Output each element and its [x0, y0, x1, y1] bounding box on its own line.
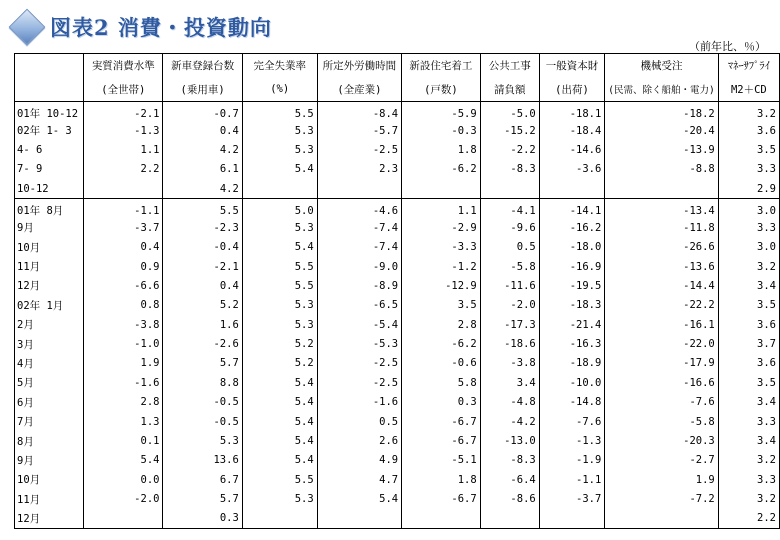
data-cell: 2.8: [84, 393, 163, 412]
data-cell: -6.7: [402, 490, 481, 509]
data-cell: -9.0: [317, 257, 401, 276]
data-cell: 2.6: [317, 431, 401, 450]
column-header: 機械受注: [605, 54, 718, 78]
data-cell: -1.3: [84, 121, 163, 140]
data-cell: 5.3: [242, 296, 317, 315]
data-cell: -8.9: [317, 276, 401, 295]
table-row: [15, 470, 780, 489]
data-cell: 3.4: [718, 393, 779, 412]
column-header: 新設住宅着工: [402, 54, 481, 78]
table-row: [15, 509, 780, 528]
data-cell: -2.5: [317, 373, 401, 392]
data-cell: [539, 179, 605, 198]
data-cell: -18.3: [539, 296, 605, 315]
data-cell: 3.3: [718, 160, 779, 179]
data-cell: -8.4: [317, 102, 401, 122]
data-cell: 5.4: [84, 451, 163, 470]
data-cell: 3.4: [480, 373, 539, 392]
data-cell: 0.8: [84, 296, 163, 315]
data-cell: 13.6: [163, 451, 242, 470]
data-cell: [402, 509, 481, 528]
data-cell: -18.6: [480, 334, 539, 353]
data-cell: -9.6: [480, 218, 539, 237]
data-cell: 5.8: [402, 373, 481, 392]
data-cell: 5.4: [242, 393, 317, 412]
data-cell: 0.5: [480, 237, 539, 256]
data-cell: -2.6: [163, 334, 242, 353]
data-cell: 5.4: [317, 490, 401, 509]
column-subheader: 請負額: [480, 78, 539, 102]
column-header: 実質消費水準: [84, 54, 163, 78]
data-cell: 3.2: [718, 102, 779, 122]
data-cell: [317, 179, 401, 198]
data-cell: 3.5: [402, 296, 481, 315]
data-cell: -6.7: [402, 431, 481, 450]
data-cell: [480, 509, 539, 528]
data-cell: 5.5: [242, 102, 317, 122]
column-subheader: (乗用車): [163, 78, 242, 102]
data-cell: -14.8: [539, 393, 605, 412]
table-row: [15, 218, 780, 237]
column-header: 完全失業率: [242, 54, 317, 78]
data-cell: -2.5: [317, 140, 401, 159]
data-cell: -8.3: [480, 160, 539, 179]
data-cell: -6.2: [402, 160, 481, 179]
data-cell: -3.6: [539, 160, 605, 179]
data-cell: 5.3: [242, 315, 317, 334]
data-cell: 3.6: [718, 354, 779, 373]
data-cell: [605, 179, 718, 198]
data-cell: 1.9: [605, 470, 718, 489]
data-cell: 3.3: [718, 218, 779, 237]
data-cell: 2.3: [317, 160, 401, 179]
data-cell: -2.3: [163, 218, 242, 237]
row-label: 9月: [15, 451, 84, 470]
data-cell: [242, 509, 317, 528]
data-cell: 5.3: [163, 431, 242, 450]
data-cell: -6.4: [480, 470, 539, 489]
data-cell: -2.2: [480, 140, 539, 159]
row-label: 2月: [15, 315, 84, 334]
data-cell: -15.2: [480, 121, 539, 140]
row-label: 11月: [15, 257, 84, 276]
data-cell: 5.4: [242, 237, 317, 256]
data-cell: -16.1: [605, 315, 718, 334]
row-label: 6月: [15, 393, 84, 412]
data-cell: -16.6: [605, 373, 718, 392]
data-cell: -16.3: [539, 334, 605, 353]
data-cell: [317, 509, 401, 528]
data-cell: [242, 179, 317, 198]
column-subheader: (民需、除く船舶・電力): [605, 78, 718, 102]
data-cell: -5.8: [605, 412, 718, 431]
data-cell: 5.5: [163, 199, 242, 219]
data-cell: -4.1: [480, 199, 539, 219]
data-cell: -14.6: [539, 140, 605, 159]
data-cell: -2.5: [317, 354, 401, 373]
table-row: [15, 102, 780, 122]
data-cell: -20.4: [605, 121, 718, 140]
data-cell: 5.2: [163, 296, 242, 315]
data-cell: -2.0: [480, 296, 539, 315]
data-cell: -12.9: [402, 276, 481, 295]
data-cell: -18.9: [539, 354, 605, 373]
data-cell: 5.3: [242, 490, 317, 509]
column-header: 新車登録台数: [163, 54, 242, 78]
data-cell: 2.2: [718, 509, 779, 528]
data-cell: 0.9: [84, 257, 163, 276]
column-subheader: M2＋CD: [718, 78, 779, 102]
data-cell: -6.6: [84, 276, 163, 295]
data-cell: 3.4: [718, 431, 779, 450]
data-cell: -0.7: [163, 102, 242, 122]
data-cell: 3.5: [718, 296, 779, 315]
data-cell: -18.1: [539, 102, 605, 122]
row-label: 01年 10-12: [15, 102, 84, 122]
data-cell: -2.9: [402, 218, 481, 237]
data-cell: 1.8: [402, 140, 481, 159]
data-cell: 5.7: [163, 354, 242, 373]
row-label: 9月: [15, 218, 84, 237]
column-subheader: (%): [242, 78, 317, 102]
data-cell: 5.7: [163, 490, 242, 509]
row-label: 10月: [15, 237, 84, 256]
column-subheader: (戸数): [402, 78, 481, 102]
data-cell: -4.8: [480, 393, 539, 412]
data-cell: -11.8: [605, 218, 718, 237]
data-cell: 6.1: [163, 160, 242, 179]
data-cell: -6.2: [402, 334, 481, 353]
data-cell: -7.6: [605, 393, 718, 412]
data-cell: -5.4: [317, 315, 401, 334]
data-cell: -0.3: [402, 121, 481, 140]
page-title: 図表2 消費・投資動向: [50, 15, 272, 40]
data-cell: 1.3: [84, 412, 163, 431]
table-row: [15, 140, 780, 159]
data-cell: -5.9: [402, 102, 481, 122]
column-header: ﾏﾈｰｻﾌﾟﾗｲ: [718, 54, 779, 78]
data-cell: -3.7: [84, 218, 163, 237]
data-cell: 1.8: [402, 470, 481, 489]
row-label: 12月: [15, 509, 84, 528]
table-row: [15, 373, 780, 392]
data-cell: -17.3: [480, 315, 539, 334]
row-label: 7月: [15, 412, 84, 431]
table-row: [15, 179, 780, 198]
data-cell: -1.9: [539, 451, 605, 470]
row-label: 4月: [15, 354, 84, 373]
row-label: 7- 9: [15, 160, 84, 179]
table-row: [15, 276, 780, 295]
table-row: [15, 412, 780, 431]
row-label: 8月: [15, 431, 84, 450]
header-corner: [15, 78, 84, 102]
data-cell: 0.4: [163, 276, 242, 295]
table-row: [15, 199, 780, 219]
data-cell: 3.4: [718, 276, 779, 295]
data-cell: 8.8: [163, 373, 242, 392]
data-cell: 5.2: [242, 354, 317, 373]
data-cell: 6.7: [163, 470, 242, 489]
data-cell: -13.0: [480, 431, 539, 450]
data-cell: -13.4: [605, 199, 718, 219]
row-label: 02年 1月: [15, 296, 84, 315]
data-cell: -7.2: [605, 490, 718, 509]
data-cell: 5.4: [242, 373, 317, 392]
unit-note: （前年比、％）: [689, 40, 766, 53]
data-cell: 5.0: [242, 199, 317, 219]
data-cell: 2.9: [718, 179, 779, 198]
data-cell: -5.0: [480, 102, 539, 122]
data-cell: -2.1: [84, 102, 163, 122]
data-cell: -22.0: [605, 334, 718, 353]
data-cell: -2.7: [605, 451, 718, 470]
column-subheader: (全世帯): [84, 78, 163, 102]
data-cell: -6.5: [317, 296, 401, 315]
data-cell: 4.7: [317, 470, 401, 489]
data-cell: 2.2: [84, 160, 163, 179]
data-cell: 3.2: [718, 257, 779, 276]
data-cell: -17.9: [605, 354, 718, 373]
data-cell: 3.2: [718, 451, 779, 470]
data-cell: -0.5: [163, 393, 242, 412]
data-cell: -5.7: [317, 121, 401, 140]
data-cell: 5.3: [242, 121, 317, 140]
data-cell: 5.4: [242, 160, 317, 179]
data-cell: -14.1: [539, 199, 605, 219]
row-label: 12月: [15, 276, 84, 295]
data-cell: 5.4: [242, 431, 317, 450]
table-row: [15, 257, 780, 276]
row-label: 11月: [15, 490, 84, 509]
data-cell: -8.8: [605, 160, 718, 179]
data-cell: -13.6: [605, 257, 718, 276]
data-cell: -5.8: [480, 257, 539, 276]
data-cell: -3.8: [84, 315, 163, 334]
table-row: [15, 237, 780, 256]
table-row: [15, 160, 780, 179]
row-label: 10-12: [15, 179, 84, 198]
data-cell: -16.2: [539, 218, 605, 237]
data-cell: [539, 509, 605, 528]
data-cell: -1.0: [84, 334, 163, 353]
data-cell: -4.6: [317, 199, 401, 219]
data-cell: -8.6: [480, 490, 539, 509]
data-cell: 3.7: [718, 334, 779, 353]
data-cell: -7.4: [317, 218, 401, 237]
data-cell: -18.0: [539, 237, 605, 256]
data-cell: -7.4: [317, 237, 401, 256]
column-header: 公共工事: [480, 54, 539, 78]
data-cell: 3.6: [718, 121, 779, 140]
table-row: [15, 296, 780, 315]
data-cell: -5.3: [317, 334, 401, 353]
data-cell: [84, 509, 163, 528]
data-cell: 3.5: [718, 140, 779, 159]
data-cell: -8.3: [480, 451, 539, 470]
data-cell: -18.4: [539, 121, 605, 140]
row-label: 01年 8月: [15, 199, 84, 219]
data-cell: -2.1: [163, 257, 242, 276]
table-row: [15, 334, 780, 353]
column-subheader: (出荷): [539, 78, 605, 102]
data-cell: -10.0: [539, 373, 605, 392]
data-cell: 0.4: [84, 237, 163, 256]
column-subheader: (全産業): [317, 78, 401, 102]
data-cell: -7.6: [539, 412, 605, 431]
table-row: [15, 451, 780, 470]
data-cell: 1.1: [402, 199, 481, 219]
data-cell: 3.6: [718, 315, 779, 334]
data-cell: 0.1: [84, 431, 163, 450]
data-cell: -0.5: [163, 412, 242, 431]
indicator-table: [14, 53, 780, 529]
data-cell: -3.3: [402, 237, 481, 256]
table-row: [15, 354, 780, 373]
data-cell: 5.5: [242, 257, 317, 276]
data-cell: [402, 179, 481, 198]
data-cell: -0.4: [163, 237, 242, 256]
row-label: 10月: [15, 470, 84, 489]
data-cell: -19.5: [539, 276, 605, 295]
data-cell: 0.3: [163, 509, 242, 528]
data-cell: -0.6: [402, 354, 481, 373]
column-header: 所定外労働時間: [317, 54, 401, 78]
data-cell: -3.8: [480, 354, 539, 373]
data-cell: -2.0: [84, 490, 163, 509]
data-cell: -1.1: [539, 470, 605, 489]
data-cell: [84, 179, 163, 198]
data-cell: -18.2: [605, 102, 718, 122]
table-row: [15, 431, 780, 450]
data-cell: -21.4: [539, 315, 605, 334]
data-cell: 1.1: [84, 140, 163, 159]
table-row: [15, 393, 780, 412]
data-cell: -6.7: [402, 412, 481, 431]
data-cell: -14.4: [605, 276, 718, 295]
data-cell: -13.9: [605, 140, 718, 159]
header-corner: [15, 54, 84, 78]
data-cell: -1.1: [84, 199, 163, 219]
row-label: 4- 6: [15, 140, 84, 159]
title-block: [14, 10, 272, 44]
data-cell: 3.5: [718, 373, 779, 392]
data-cell: 0.5: [317, 412, 401, 431]
column-header: 一般資本財: [539, 54, 605, 78]
data-cell: 3.0: [718, 237, 779, 256]
data-cell: -3.7: [539, 490, 605, 509]
data-cell: 3.3: [718, 470, 779, 489]
data-cell: 3.2: [718, 490, 779, 509]
data-cell: -1.3: [539, 431, 605, 450]
data-cell: -5.1: [402, 451, 481, 470]
data-cell: -4.2: [480, 412, 539, 431]
data-cell: 5.3: [242, 140, 317, 159]
data-cell: 4.9: [317, 451, 401, 470]
data-cell: [605, 509, 718, 528]
data-cell: 3.0: [718, 199, 779, 219]
data-cell: 5.5: [242, 276, 317, 295]
data-cell: 2.8: [402, 315, 481, 334]
data-cell: 0.3: [402, 393, 481, 412]
data-cell: 5.4: [242, 412, 317, 431]
data-cell: -1.2: [402, 257, 481, 276]
data-cell: -26.6: [605, 237, 718, 256]
diamond-bullet-icon: [9, 9, 46, 46]
data-cell: 3.3: [718, 412, 779, 431]
data-cell: 0.0: [84, 470, 163, 489]
table-row: [15, 315, 780, 334]
row-label: 5月: [15, 373, 84, 392]
data-cell: 5.4: [242, 451, 317, 470]
data-cell: -16.9: [539, 257, 605, 276]
data-cell: 4.2: [163, 179, 242, 198]
data-cell: -11.6: [480, 276, 539, 295]
table-row: [15, 121, 780, 140]
row-label: 3月: [15, 334, 84, 353]
row-label: 02年 1- 3: [15, 121, 84, 140]
data-cell: [480, 179, 539, 198]
data-cell: 1.9: [84, 354, 163, 373]
data-cell: -1.6: [317, 393, 401, 412]
data-cell: 4.2: [163, 140, 242, 159]
data-cell: 0.4: [163, 121, 242, 140]
data-cell: -1.6: [84, 373, 163, 392]
data-cell: 5.3: [242, 218, 317, 237]
data-cell: -20.3: [605, 431, 718, 450]
data-cell: 5.5: [242, 470, 317, 489]
data-cell: -22.2: [605, 296, 718, 315]
data-cell: 1.6: [163, 315, 242, 334]
data-cell: 5.2: [242, 334, 317, 353]
table-row: [15, 490, 780, 509]
